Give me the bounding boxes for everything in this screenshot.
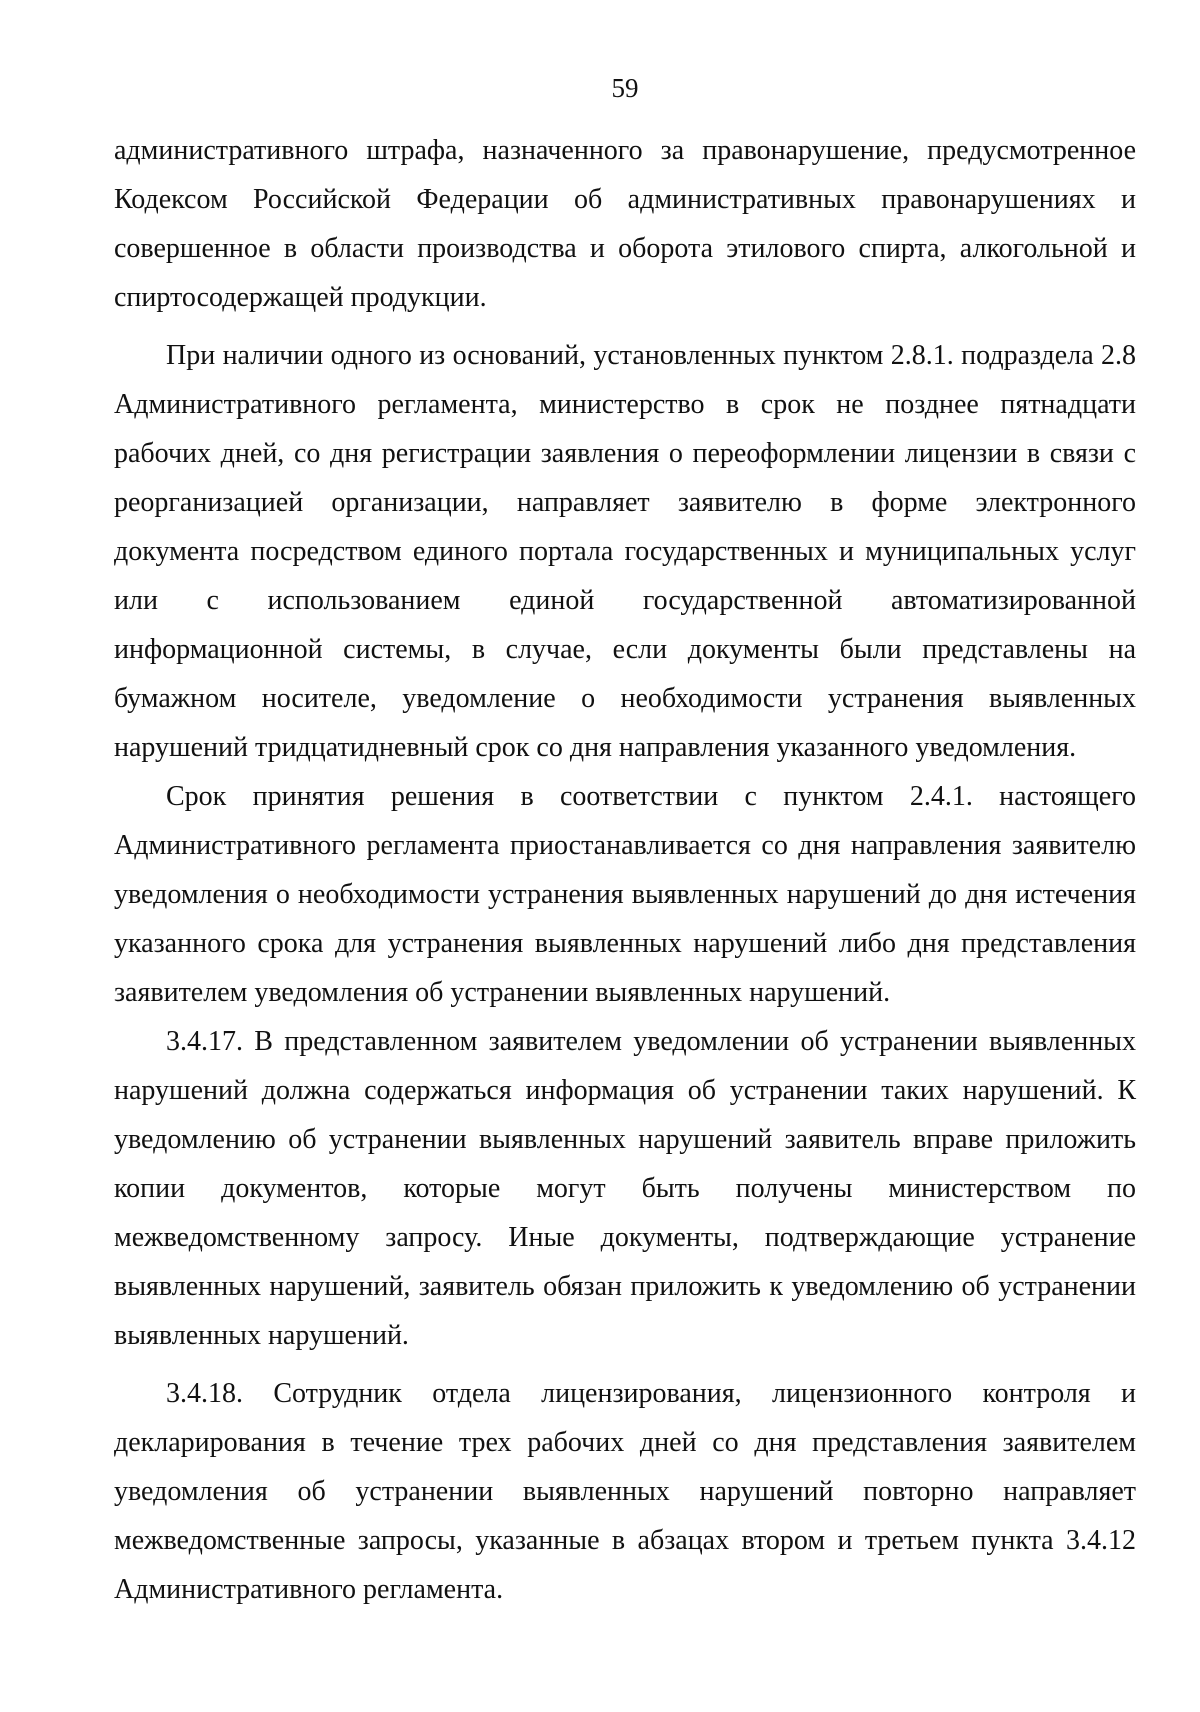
document-body [114, 126, 1136, 1614]
paragraph-3-4-18: 3.4.18. Сотрудник отдела лицензирования, лицензионного контроля и декларирования в течение трех рабочих дней со дня представления заявителем уведомления об устранении выявленных нарушений повторно направляет межведомственные запросы, указанные в абзацах втором и третьем пункта 3.4.12 Административного регламента. [114, 1378, 1136, 1605]
paragraph-deadline-suspension: Срок принятия решения в соответствии с пунктом 2.4.1. настоящего Административного регламента приостанавливается со дня направления заявителю уведомления о необходимости устранения выявленных нарушений до дня истечения указанного срока для устранения выявленных нарушений либо дня представления заявителем уведомления об устранении выявленных нарушений. [114, 781, 1136, 1008]
paragraph-violation-notice: При наличии одного из оснований, установленных пунктом 2.8.1. подраздела 2.8 Административного регламента, министерство в срок не позднее пятнадцати рабочих дней, со дня регистрации заявления о переоформлении лицензии в связи с реорганизацией организации, направляет заявителю в форме электронного документа посредством единого портала государственных и муниципальных услуг или с использованием единой государственной автоматизированной информационной системы, в случае, если документы были представлены на бумажном носителе, уведомление о необходимости устранения выявленных нарушений тридцатидневный срок со дня направления указанного уведомления. [114, 340, 1136, 763]
paragraph-3-4-17: 3.4.17. В представленном заявителем уведомлении об устранении выявленных нарушений должна содержаться информация об устранении таких нарушений. К уведомлению об устранении выявленных нарушений заявитель вправе приложить копии документов, которые могут быть получены министерством по межведомственному запросу. Иные документы, подтверждающие устранение выявленных нарушений, заявитель обязан приложить к уведомлению об устранении выявленных нарушений. [114, 1026, 1136, 1351]
page-number: 59 [611, 73, 639, 103]
paragraph-fine-continuation: административного штрафа, назначенного за правонарушение, предусмотренное Кодексом Российской Федерации об административных правонарушениях и совершенное в области производства и оборота этилового спирта, алкогольной и спиртосодержащей продукции. [114, 135, 1136, 313]
